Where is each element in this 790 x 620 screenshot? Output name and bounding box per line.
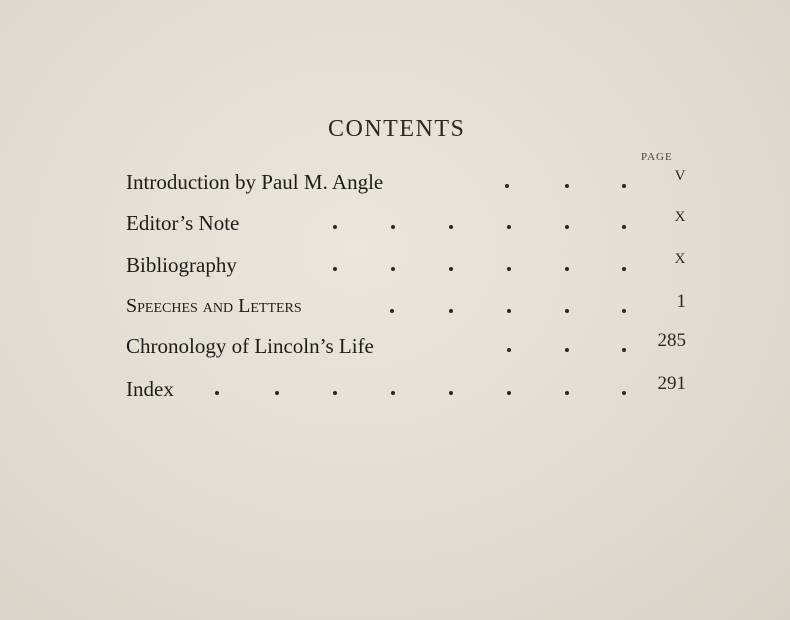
toc-entry-page: 291	[657, 373, 686, 394]
leader-dot	[622, 348, 626, 352]
page-column-label: PAGE	[641, 151, 673, 163]
toc-entry-title: Index	[126, 377, 174, 401]
leader-dot	[622, 391, 626, 395]
leader-dot	[565, 391, 569, 395]
leader-dot	[275, 391, 279, 395]
toc-entry	[0, 170, 790, 200]
leader-dot	[449, 309, 453, 313]
toc-entry-page: 1	[676, 291, 686, 312]
dot-leader	[0, 253, 790, 283]
dot-leader	[0, 211, 790, 241]
toc-entry	[0, 330, 790, 364]
leader-dot	[333, 267, 337, 271]
leader-dot	[333, 225, 337, 229]
toc-entry-title: Introduction by Paul M. Angle	[126, 170, 384, 194]
toc-entry	[0, 253, 790, 283]
toc-entry	[0, 373, 790, 407]
toc-entry	[0, 211, 790, 241]
leader-dot	[622, 184, 626, 188]
leader-dot	[449, 391, 453, 395]
leader-dot	[391, 267, 395, 271]
leader-dot	[505, 184, 509, 188]
leader-dot	[449, 225, 453, 229]
leader-dot	[507, 225, 511, 229]
dot-leader	[0, 295, 790, 325]
toc-entry-page: V	[674, 168, 686, 184]
leader-dot	[507, 309, 511, 313]
toc-entry-page: X	[674, 251, 686, 267]
leader-dot	[449, 267, 453, 271]
leader-dot	[391, 225, 395, 229]
leader-dot	[565, 309, 569, 313]
leader-dot	[565, 184, 569, 188]
dot-leader	[0, 170, 790, 200]
leader-dot	[507, 391, 511, 395]
leader-dot	[333, 391, 337, 395]
leader-dot	[565, 225, 569, 229]
toc-entry-title: Chronology of Lincoln’s Life	[126, 334, 374, 358]
leader-dot	[390, 309, 394, 313]
toc-entry-title: Editor’s Note	[126, 211, 240, 235]
leader-dot	[622, 267, 626, 271]
toc-entry-page: X	[674, 209, 686, 225]
leader-dot	[507, 267, 511, 271]
toc-entry-title: Bibliography	[126, 253, 237, 277]
leader-dot	[565, 348, 569, 352]
leader-dot	[622, 225, 626, 229]
leader-dot	[507, 348, 511, 352]
leader-dot	[391, 391, 395, 395]
leader-dot	[622, 309, 626, 313]
leader-dot	[215, 391, 219, 395]
leader-dot	[565, 267, 569, 271]
toc-entry	[0, 291, 790, 325]
contents-heading: CONTENTS	[328, 116, 466, 142]
toc-entry-page: 285	[657, 330, 686, 351]
toc-entry-title: Speeches and Letters	[126, 295, 302, 317]
